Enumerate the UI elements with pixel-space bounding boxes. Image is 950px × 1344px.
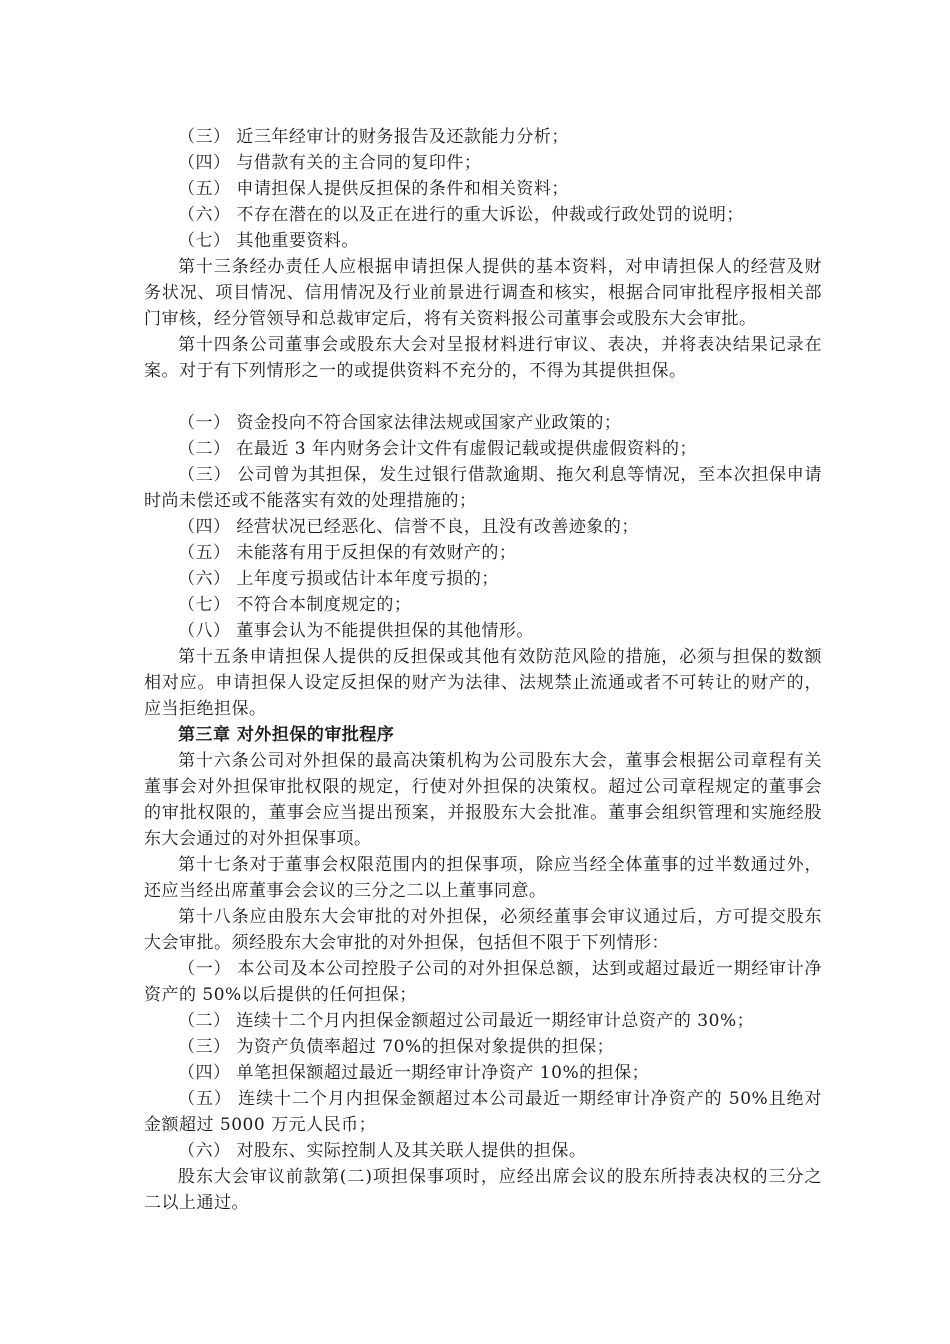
article-15: 第十五条申请担保人提供的反担保或其他有效防范风险的措施，必须与担保的数额相对应。申请担保人设定反担保的财产为法律、法规禁止流通或者不可转让的财产的，应当拒绝担保。 <box>144 647 822 719</box>
list-item: （五） 未能落有用于反担保的有效财产的； <box>178 543 517 563</box>
chapter-heading: 第三章 对外担保的审批程序 <box>178 725 395 745</box>
list-item: （八） 董事会认为不能提供担保的其他情形。 <box>178 621 534 641</box>
list-item: （四） 与借款有关的主合同的复印件； <box>178 153 482 173</box>
list-item: （三） 为资产负债率超过 70%的担保对象提供的担保； <box>178 1037 615 1057</box>
closing-paragraph: 股东大会审议前款第(二)项担保事项时，应经出席会议的股东所持表决权的三分之二以上通过。 <box>144 1167 822 1213</box>
list-item: （七） 不符合本制度规定的； <box>178 595 412 615</box>
list-item: （六） 上年度亏损或估计本年度亏损的； <box>178 569 499 589</box>
document-body <box>144 124 822 1216</box>
list-item: （三） 公司曾为其担保，发生过银行借款逾期、拖欠利息等情况，至本次担保申请时尚未偿还或不能落实有效的处理措施的； <box>144 465 822 511</box>
list-item: （五） 连续十二个月内担保金额超过本公司最近一期经审计净资产的 50%且绝对金额超过 5000 万元人民币； <box>144 1089 822 1135</box>
article-18: 第十八条应由股东大会审批的对外担保，必须经董事会审议通过后，方可提交股东大会审批。须经股东大会审批的对外担保，包括但不限于下列情形： <box>144 907 822 953</box>
list-item: （一） 本公司及本公司控股子公司的对外担保总额，达到或超过最近一期经审计净资产的 50%以后提供的任何担保； <box>144 959 822 1005</box>
article-17: 第十七条对于董事会权限范围内的担保事项，除应当经全体董事的过半数通过外，还应当经出席董事会会议的三分之二以上董事同意。 <box>144 855 822 901</box>
list-item: （六） 对股东、实际控制人及其关联人提供的担保。 <box>178 1141 587 1161</box>
list-item: （四） 经营状况已经恶化、信誉不良，且没有改善迹象的； <box>178 517 639 537</box>
list-item: （七） 其他重要资料。 <box>178 231 359 251</box>
article-14: 第十四条公司董事会或股东大会对呈报材料进行审议、表决，并将表决结果记录在案。对于有下列情形之一的或提供资料不充分的，不得为其提供担保。 <box>144 335 822 381</box>
list-item: （六） 不存在潜在的以及正在进行的重大诉讼，仲裁或行政处罚的说明； <box>178 205 744 225</box>
list-item: （四） 单笔担保额超过最近一期经审计净资产 10%的担保； <box>178 1063 650 1083</box>
list-item: （二） 连续十二个月内担保金额超过公司最近一期经审计总资产的 30%； <box>178 1011 755 1031</box>
article-16: 第十六条公司对外担保的最高决策机构为公司股东大会，董事会根据公司章程有关董事会对外担保审批权限的规定，行使对外担保的决策权。超过公司章程规定的董事会的审批权限的，董事会应当提出预案，并报股东大会批准。董事会组织管理和实施经股东大会通过的对外担保事项。 <box>144 751 822 849</box>
blank-line <box>144 384 822 410</box>
list-item: （五） 申请担保人提供反担保的条件和相关资料； <box>178 179 569 199</box>
list-item: （二） 在最近 3 年内财务会计文件有虚假记载或提供虚假资料的； <box>178 439 698 459</box>
list-item: （三） 近三年经审计的财务报告及还款能力分析； <box>178 127 569 147</box>
article-13: 第十三条经办责任人应根据申请担保人提供的基本资料，对申请担保人的经营及财务状况、项目情况、信用情况及行业前景进行调查和核实，根据合同审批程序报相关部门审核，经分管领导和总裁审定后，将有关资料报公司董事会或股东大会审批。 <box>144 257 822 329</box>
list-item: （一） 资金投向不符合国家法律法规或国家产业政策的； <box>178 413 622 433</box>
